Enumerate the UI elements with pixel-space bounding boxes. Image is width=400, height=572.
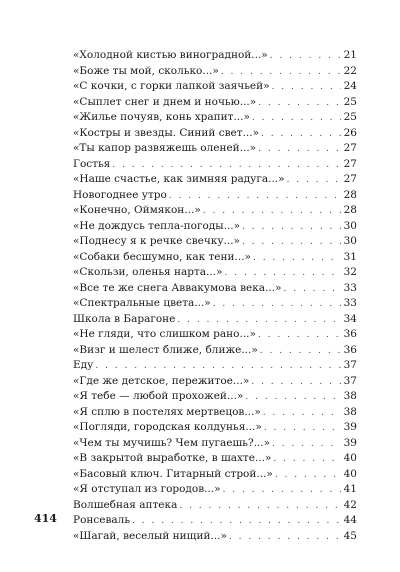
toc-leader-dots [242, 235, 341, 251]
toc-leader-dots [179, 499, 341, 515]
toc-leader-dots [213, 297, 341, 313]
toc-entry [73, 172, 357, 188]
toc-entry-title: Волшебная аптека [73, 498, 178, 511]
toc-leader-dots [169, 189, 341, 205]
toc-leader-dots [287, 173, 341, 189]
toc-leader-dots [272, 80, 341, 96]
toc-entry [73, 529, 357, 545]
toc-entry [73, 281, 357, 297]
toc-entry-page: 33 [343, 297, 357, 309]
toc-entry-title: «Погляди, городская колдунья...» [73, 421, 262, 433]
toc-entry-title: «Не дождусь тепла-погоды...» [73, 219, 241, 232]
toc-entry-page: 37 [343, 374, 357, 387]
toc-entry-title: «Ты капор развяжешь оленей...» [73, 142, 257, 154]
toc-entry-page: 45 [343, 529, 357, 542]
toc-entry-page: 30 [343, 235, 357, 247]
toc-entry-title: «Боже ты мой, сколько...» [73, 64, 219, 77]
toc-entry-title: Гостья [73, 157, 111, 170]
toc-entry-page: 41 [343, 483, 357, 495]
toc-entry [73, 374, 357, 390]
toc-entry [73, 451, 357, 467]
table-of-contents [73, 48, 357, 544]
toc-entry-title: «Поднесу я к речке свечку...» [73, 235, 240, 247]
toc-leader-dots [203, 204, 341, 220]
toc-entry [73, 157, 357, 173]
toc-leader-dots [270, 49, 341, 65]
toc-entry [73, 203, 357, 219]
toc-entry-title: «Костры и звезды. Синий свет...» [73, 126, 260, 139]
toc-leader-dots [242, 220, 341, 236]
toc-entry-page: 30 [343, 219, 357, 232]
toc-entry [73, 358, 357, 374]
toc-entry-page: 40 [343, 467, 357, 480]
toc-entry-page: 26 [343, 126, 357, 139]
toc-entry-title: «Холодной кистью виноградной...» [73, 49, 268, 61]
page-number: 414 [34, 512, 57, 525]
toc-leader-dots [258, 96, 341, 112]
toc-entry-page: 44 [343, 514, 357, 526]
toc-entry [73, 79, 357, 95]
toc-entry [73, 126, 357, 142]
toc-entry-page: 24 [343, 80, 357, 92]
toc-entry-page: 31 [343, 250, 357, 263]
toc-entry-page: 28 [343, 188, 357, 201]
toc-entry-page: 25 [343, 95, 357, 108]
toc-entry-title: «Наше счастье, как зимняя радуга...» [73, 173, 285, 185]
toc-entry-page: 27 [343, 157, 357, 170]
toc-entry-page: 36 [343, 343, 357, 356]
toc-entry-title: «Конечно, Оймякон...» [73, 204, 201, 216]
toc-leader-dots [275, 468, 341, 484]
toc-entry-title: «Сыплет снег и днем и ночью...» [73, 95, 257, 108]
toc-entry-title: «Чем ты мучишь? Чем пугаешь?...» [73, 436, 271, 449]
toc-entry-title: «Я тебе — любой прохожей...» [73, 390, 244, 402]
toc-entry [73, 219, 357, 235]
toc-entry [73, 327, 357, 343]
toc-entry-title: «Басовый ключ. Гитарный строй...» [73, 467, 273, 480]
toc-leader-dots [177, 313, 341, 329]
toc-leader-dots [261, 127, 341, 143]
toc-leader-dots [245, 390, 341, 406]
toc-leader-dots [229, 530, 341, 546]
toc-entry-title: Школа в Барагоне [73, 312, 176, 325]
toc-entry-page: 39 [343, 421, 357, 433]
toc-entry [73, 312, 357, 328]
toc-entry-title: «Все те же снега Аввакумова века...» [73, 281, 282, 294]
toc-leader-dots [258, 142, 341, 158]
toc-leader-dots [284, 282, 342, 298]
toc-entry-title: «Шагай, веселый нищий...» [73, 529, 227, 542]
toc-entry-title: «Я отступал из городов...» [73, 483, 221, 495]
toc-entry [73, 498, 357, 514]
toc-leader-dots [95, 359, 341, 375]
toc-entry-title: «Визг и шелест ближе, ближе...» [73, 343, 258, 356]
toc-leader-dots [264, 421, 341, 437]
toc-entry-page: 40 [343, 452, 357, 464]
toc-entry-title: «Скользи, оленья нарта...» [73, 266, 223, 278]
toc-leader-dots [223, 483, 341, 499]
toc-entry [73, 188, 357, 204]
toc-entry-page: 42 [343, 498, 357, 511]
toc-entry-page: 38 [343, 405, 357, 418]
toc-entry [73, 95, 357, 111]
toc-entry-page: 37 [343, 359, 357, 371]
toc-entry [73, 265, 357, 281]
toc-entry [73, 389, 357, 405]
toc-entry-page: 32 [343, 266, 357, 278]
toc-entry-page: 38 [343, 390, 357, 402]
toc-entry [73, 405, 357, 421]
toc-entry [73, 420, 357, 436]
toc-entry-title: Новогоднее утро [73, 188, 167, 201]
toc-entry-page: 27 [343, 142, 357, 154]
toc-entry [73, 296, 357, 312]
toc-entry [73, 343, 357, 359]
toc-leader-dots [221, 65, 341, 81]
toc-entry [73, 141, 357, 157]
toc-leader-dots [112, 158, 341, 174]
toc-entry-page: 22 [343, 64, 357, 77]
toc-entry-page: 25 [343, 111, 357, 123]
toc-entry-page: 28 [343, 204, 357, 216]
toc-leader-dots [132, 514, 341, 530]
toc-entry-page: 21 [343, 49, 357, 61]
toc-leader-dots [225, 266, 342, 282]
toc-entry [73, 64, 357, 80]
toc-leader-dots [263, 406, 341, 422]
toc-entry-page: 39 [343, 436, 357, 449]
toc-leader-dots [260, 344, 341, 360]
toc-leader-dots [252, 111, 341, 127]
toc-entry [73, 436, 357, 452]
toc-entry-title: «Не гляди, что слишком рано...» [73, 328, 256, 340]
toc-entry [73, 482, 357, 498]
toc-entry-title: «С кочки, с горки лапкой заячьей» [73, 80, 270, 92]
toc-entry-title: «Спектральные цвета...» [73, 297, 211, 309]
toc-entry-title: «Где же детское, пережитое...» [73, 374, 250, 387]
toc-entry [73, 48, 357, 64]
toc-entry-title: Еду [73, 359, 94, 371]
toc-entry-title: «В закрытой выработке, в шахте...» [73, 452, 272, 464]
toc-leader-dots [251, 375, 341, 391]
toc-entry-page: 36 [343, 328, 357, 340]
toc-entry-title: «Жилье почуяв, конь храпит...» [73, 111, 250, 123]
toc-entry-page: 34 [343, 312, 357, 325]
toc-entry [73, 250, 357, 266]
toc-entry-title: «Я сплю в постелях мертвецов...» [73, 405, 261, 418]
toc-leader-dots [253, 251, 341, 267]
toc-entry [73, 513, 357, 529]
toc-leader-dots [273, 452, 341, 468]
toc-entry [73, 110, 357, 126]
toc-leader-dots [258, 328, 341, 344]
toc-entry [73, 234, 357, 250]
toc-entry-page: 27 [343, 173, 357, 185]
toc-entry-page: 33 [343, 281, 357, 294]
toc-entry [73, 467, 357, 483]
toc-leader-dots [272, 437, 341, 453]
toc-entry-title: «Собаки бесшумно, как тени...» [73, 250, 251, 263]
toc-entry-title: Ронсеваль [73, 514, 131, 526]
